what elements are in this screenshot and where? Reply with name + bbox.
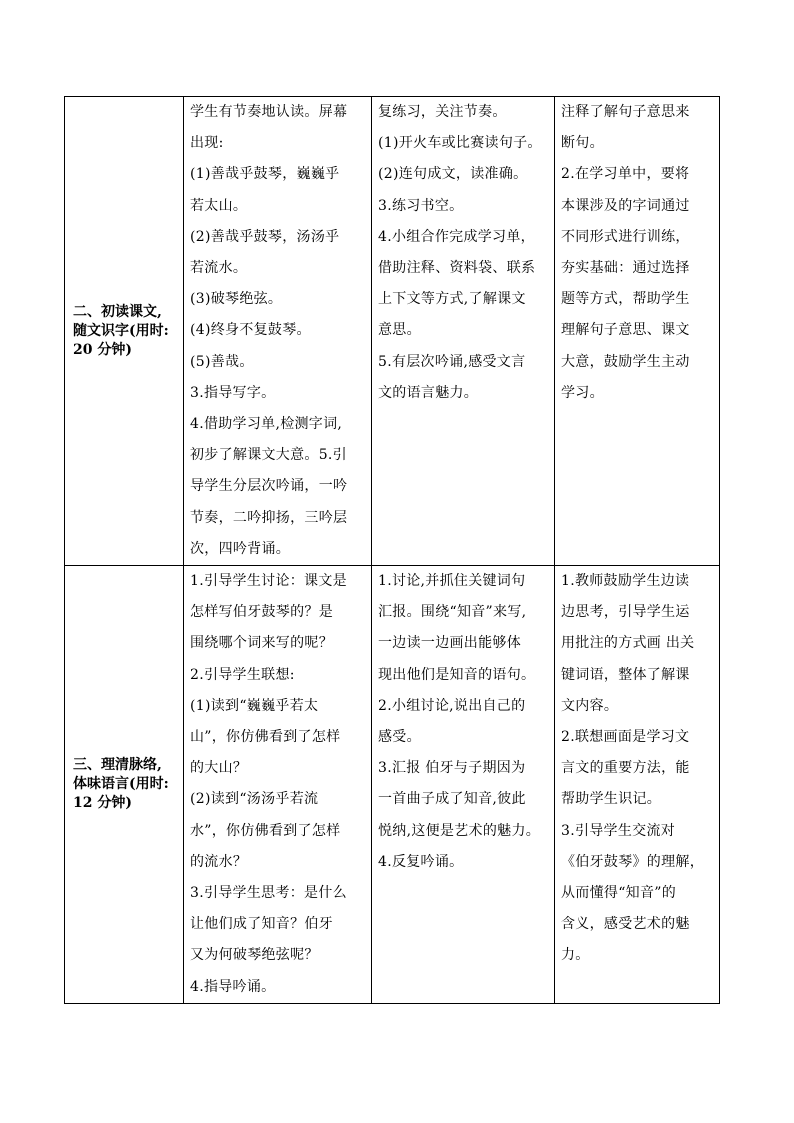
cell-text-line: 3.引导学生交流对: [561, 822, 676, 839]
design-intent-cell: [555, 97, 720, 566]
cell-text-line: 怎样写伯牙鼓琴的？是: [190, 604, 333, 621]
cell-text-line: 悦纳,这便是艺术的魅力。: [378, 822, 541, 839]
cell-text-line: 文的语言魅力。: [378, 384, 479, 401]
cell-text-line: (3)破琴绝弦。: [190, 291, 283, 308]
cell-text-line: 本课涉及的字词通过: [561, 197, 690, 214]
cell-text-line: 断句。: [561, 135, 604, 152]
cell-text-line: 2.小组讨论,说出自己的: [378, 697, 526, 714]
cell-text-line: 1.引导学生讨论：课文是: [190, 573, 347, 590]
cell-text-line: 夯实基础：通过选择: [561, 260, 690, 277]
cell-text-line: 3.指导写字。: [190, 384, 276, 401]
cell-text-line: 2.引导学生联想:: [190, 666, 295, 683]
cell-text-line: 含义，感受艺术的魅: [561, 916, 690, 933]
cell-text-line: 一首曲子成了知音,彼此: [378, 791, 526, 808]
cell-text-line: 用批注的方式画 出关: [561, 635, 695, 652]
cell-text-line: 水”，你仿佛看到了怎样: [190, 822, 341, 839]
stage-cell: [65, 97, 184, 566]
cell-text-line: 大意，鼓励学生主动: [561, 353, 690, 370]
cell-text-line: 文内容。: [561, 697, 619, 714]
cell-text-line: 1.教师鼓励学生边读: [561, 573, 690, 590]
cell-text-line: 又为何破琴绝弦呢？: [190, 947, 319, 964]
cell-text-line: 山”，你仿佛看到了怎样: [190, 729, 341, 746]
cell-text-line: 导学生分层次吟诵，一吟: [190, 478, 348, 495]
cell-text-line: 学习。: [561, 384, 604, 401]
cell-text-line: 2.在学习单中，要将: [561, 166, 690, 183]
cell-text-line: 3.练习书空。: [378, 197, 464, 214]
cell-text-line: 感受。: [378, 729, 421, 746]
cell-text-line: 5.有层次吟诵,感受文言: [378, 353, 526, 370]
cell-text-line: 一边读一边画出能够体: [378, 635, 521, 652]
cell-text-line: 边思考，引导学生运: [561, 604, 690, 621]
cell-text-line: 从而懂得“知音”的: [561, 885, 677, 902]
cell-text-line: 题等方式，帮助学生: [561, 291, 690, 308]
cell-text-line: (2)连句成文，读准确。: [378, 166, 528, 183]
cell-text-line: 4.借助学习单,检测字词,: [190, 416, 343, 433]
cell-text-line: (1)读到“巍巍乎若太: [190, 697, 319, 714]
cell-text-line: 4.小组合作完成学习单，: [378, 228, 535, 245]
cell-text-line: 3.汇报 伯牙与子期因为: [378, 760, 526, 777]
cell-text-line: 1.讨论,并抓住关键词句: [378, 573, 526, 590]
table-row: [65, 566, 720, 1004]
cell-text-line: (5)善哉。: [190, 353, 254, 370]
cell-text-line: 让他们成了知音？伯牙: [190, 916, 333, 933]
cell-text-line: 初步了解课文大意。5.引: [190, 447, 347, 464]
cell-text-line: 出现:: [190, 135, 224, 152]
cell-text-line: 意思。: [378, 322, 421, 339]
table-row: [65, 97, 720, 566]
cell-text-line: 4.指导吟诵。: [190, 978, 276, 995]
lesson-plan-table: [64, 96, 720, 1004]
stage-label: 二、初读课文, 随文识字(用时: 20 分钟): [73, 303, 169, 358]
cell-text-line: 现出他们是知音的语句。: [378, 666, 536, 683]
cell-text-line: 复练习，关注节奏。: [378, 104, 507, 120]
cell-text-line: (1)善哉乎鼓琴，巍巍乎: [190, 166, 340, 183]
cell-text-line: 3.引导学生思考：是什么: [190, 885, 347, 902]
design-intent-cell: [555, 566, 720, 1004]
cell-text-line: (4)终身不复鼓琴。: [190, 322, 311, 339]
cell-text-line: 的大山？: [190, 760, 248, 777]
cell-text-line: 言文的重要方法，能: [561, 760, 690, 777]
cell-text-line: 2.联想画面是学习文: [561, 729, 690, 746]
cell-text-line: 汇报。围绕“知音”来写,: [378, 604, 527, 621]
cell-text-line: 次，四吟背诵。: [190, 540, 291, 557]
cell-text-line: 节奏，二吟抑扬，三吟层: [190, 509, 348, 526]
cell-text-line: 键词语，整体了解课: [561, 666, 690, 683]
cell-text-line: 《伯牙鼓琴》的理解，: [561, 853, 704, 870]
cell-text-line: 上下文等方式,了解课文: [378, 291, 526, 308]
cell-text-line: (1)开火车或比赛读句子。: [378, 135, 542, 152]
cell-text-line: 不同形式进行训练，: [561, 228, 690, 245]
student-activity-cell: [372, 566, 555, 1004]
cell-text-line: 若流水。: [190, 260, 248, 277]
cell-text-line: 4.反复吟诵。: [378, 853, 464, 870]
cell-text-line: 借助注释、资料袋、联系: [378, 260, 536, 277]
teacher-activity-cell: [184, 97, 372, 566]
cell-text-line: 理解句子意思、课文: [561, 322, 690, 339]
cell-text-line: 注释了解句子意思来: [561, 104, 690, 120]
cell-text-line: 若太山。: [190, 197, 248, 214]
cell-text-line: (2)善哉乎鼓琴，汤汤乎: [190, 228, 340, 245]
stage-label: 三、理清脉络, 体味语言(用时: 12 分钟): [73, 757, 169, 812]
teacher-activity-cell: [184, 566, 372, 1004]
cell-text-line: (2)读到“汤汤乎若流: [190, 791, 319, 808]
cell-text-line: 围绕哪个词来写的呢？: [190, 635, 333, 652]
cell-text-line: 帮助学生识记。: [561, 791, 662, 808]
stage-cell: [65, 566, 184, 1004]
cell-text-line: 学生有节奏地认读。屏幕: [190, 104, 348, 120]
student-activity-cell: [372, 97, 555, 566]
cell-text-line: 的流水？: [190, 853, 248, 870]
cell-text-line: 力。: [561, 947, 590, 964]
